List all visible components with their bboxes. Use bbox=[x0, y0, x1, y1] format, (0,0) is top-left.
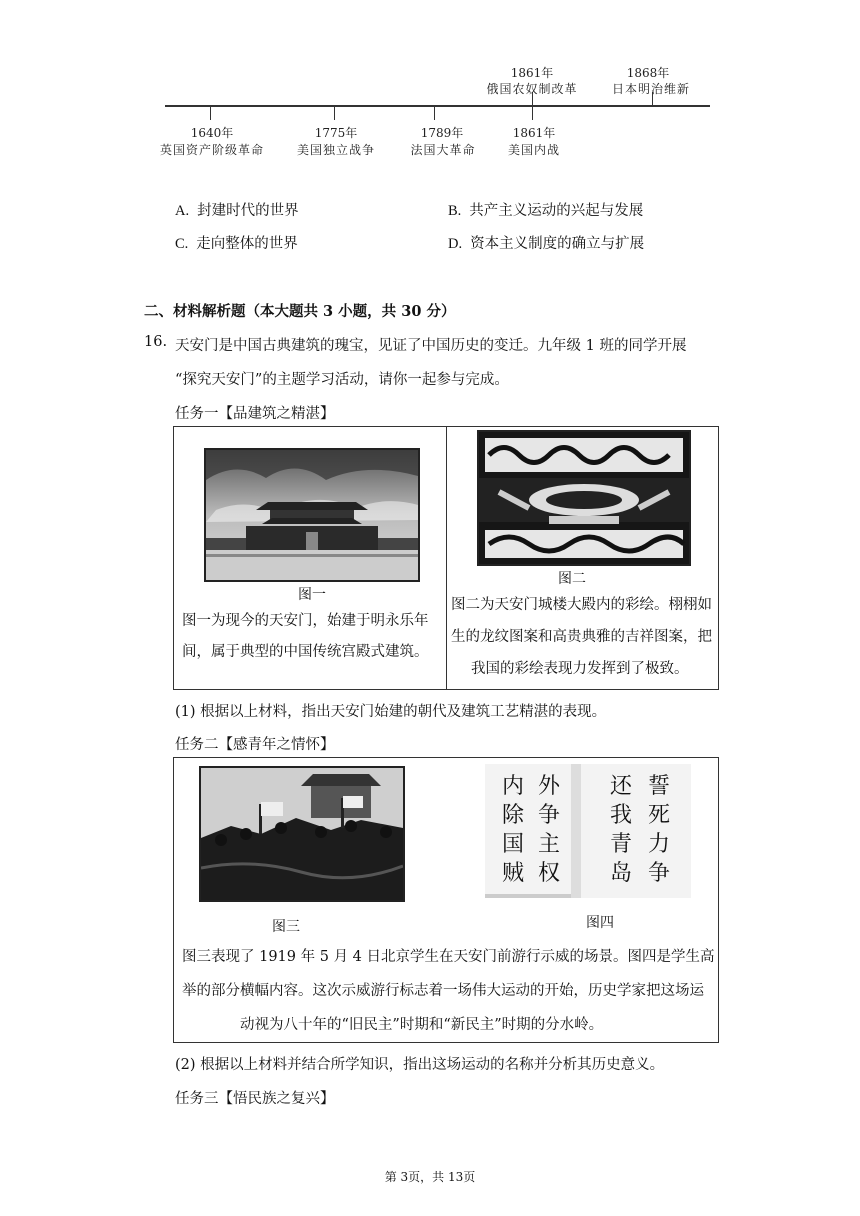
painted-pattern-photo bbox=[477, 430, 691, 566]
timeline-year: 1789年 bbox=[420, 126, 464, 140]
option-c-text: 走向整体的世界 bbox=[196, 236, 298, 252]
timeline-year: 1868年 bbox=[626, 66, 670, 80]
banner-sovereignty: 外 争 主 权 bbox=[537, 774, 560, 886]
question-intro-line2: “探究天安门”的主题学习活动，请你一起参与完成。 bbox=[175, 372, 509, 388]
task1-title: 任务一【品建筑之精湛】 bbox=[175, 406, 335, 422]
timeline-event: 俄国农奴制改革 bbox=[486, 82, 578, 96]
option-a-label: A. bbox=[175, 203, 190, 219]
figure1-caption: 图一 bbox=[298, 587, 326, 603]
figure2-text-line2: 生的龙纹图案和高贵典雅的吉祥图案，把 bbox=[451, 629, 712, 645]
task2-title: 任务二【感青年之情怀】 bbox=[175, 737, 335, 753]
table-divider bbox=[446, 426, 447, 690]
option-d-text: 资本主义制度的确立与扩展 bbox=[470, 236, 645, 252]
timeline-year: 1861年 bbox=[510, 66, 554, 80]
timeline-event: 美国内战 bbox=[507, 143, 560, 157]
banner-qingdao: 还 我 青 岛 bbox=[609, 774, 632, 886]
banner-inner-traitors: 内 除 国 贼 bbox=[501, 774, 524, 886]
option-a[interactable] bbox=[175, 199, 299, 220]
task2-question: (2) 根据以上材料并结合所学知识，指出这场运动的名称并分析其历史意义。 bbox=[175, 1057, 665, 1073]
option-b-label: B. bbox=[448, 203, 462, 219]
option-b[interactable] bbox=[448, 199, 643, 220]
timeline-year: 1775年 bbox=[314, 126, 358, 140]
banner-shadow bbox=[485, 894, 571, 898]
timeline-event: 日本明治维新 bbox=[611, 82, 690, 96]
option-c-label: C. bbox=[175, 236, 189, 252]
question-intro-line1: 天安门是中国古典建筑的瑰宝，见证了中国历史的变迁。九年级 1 班的同学开展 bbox=[175, 338, 687, 354]
task1-question: (1) 根据以上材料，指出天安门始建的朝代及建筑工艺精湛的表现。 bbox=[175, 704, 607, 720]
timeline-event: 法国大革命 bbox=[410, 143, 476, 157]
task2-text-line3: 动视为八十年的“旧民主”时期和“新民主”时期的分水岭。 bbox=[240, 1017, 604, 1033]
figure4-caption: 图四 bbox=[586, 915, 614, 931]
section-heading: 二、材料解析题（本大题共 3 小题，共 30 分） bbox=[144, 303, 456, 320]
timeline-tick bbox=[434, 106, 435, 120]
figure1-text-line1: 图一为现今的天安门，始建于明永乐年 bbox=[182, 613, 429, 629]
figure2-text-line3: 我国的彩绘表现力发挥到了极致。 bbox=[471, 661, 689, 677]
figure2-text-line1: 图二为天安门城楼大殿内的彩绘。栩栩如 bbox=[451, 597, 712, 613]
task2-text-line1: 图三表现了 1919 年 5 月 4 日北京学生在天安门前游行示威的场景。图四是学生高 bbox=[182, 949, 715, 965]
figure2-caption: 图二 bbox=[558, 571, 586, 587]
tiananmen-photo bbox=[204, 448, 420, 582]
banner-divider bbox=[571, 764, 581, 898]
timeline-event: 英国资产阶级革命 bbox=[159, 143, 264, 157]
option-c[interactable] bbox=[175, 232, 298, 253]
timeline-event: 美国独立战争 bbox=[296, 143, 375, 157]
timeline-year: 1861年 bbox=[512, 126, 556, 140]
task3-title: 任务三【悟民族之复兴】 bbox=[175, 1091, 335, 1107]
question-number: 16. bbox=[144, 334, 168, 350]
protest-photo bbox=[199, 766, 405, 902]
option-b-text: 共产主义运动的兴起与发展 bbox=[469, 203, 644, 219]
timeline-tick bbox=[532, 106, 533, 120]
figure1-text-line2: 间，属于典型的中国传统宫殿式建筑。 bbox=[182, 644, 429, 660]
banner-vow: 誓 死 力 争 bbox=[647, 774, 670, 886]
timeline-tick bbox=[334, 106, 335, 120]
option-d-label: D. bbox=[448, 236, 463, 252]
task2-text-line2: 举的部分横幅内容。这次示威游行标志着一场伟大运动的开始，历史学家把这场运 bbox=[182, 983, 704, 999]
timeline-tick bbox=[210, 106, 211, 120]
option-d[interactable] bbox=[448, 232, 644, 253]
option-a-text: 封建时代的世界 bbox=[197, 203, 299, 219]
figure3-caption: 图三 bbox=[272, 919, 300, 935]
timeline-axis bbox=[165, 105, 710, 107]
timeline-year: 1640年 bbox=[190, 126, 234, 140]
page-footer: 第 3页，共 13页 bbox=[384, 1170, 476, 1184]
